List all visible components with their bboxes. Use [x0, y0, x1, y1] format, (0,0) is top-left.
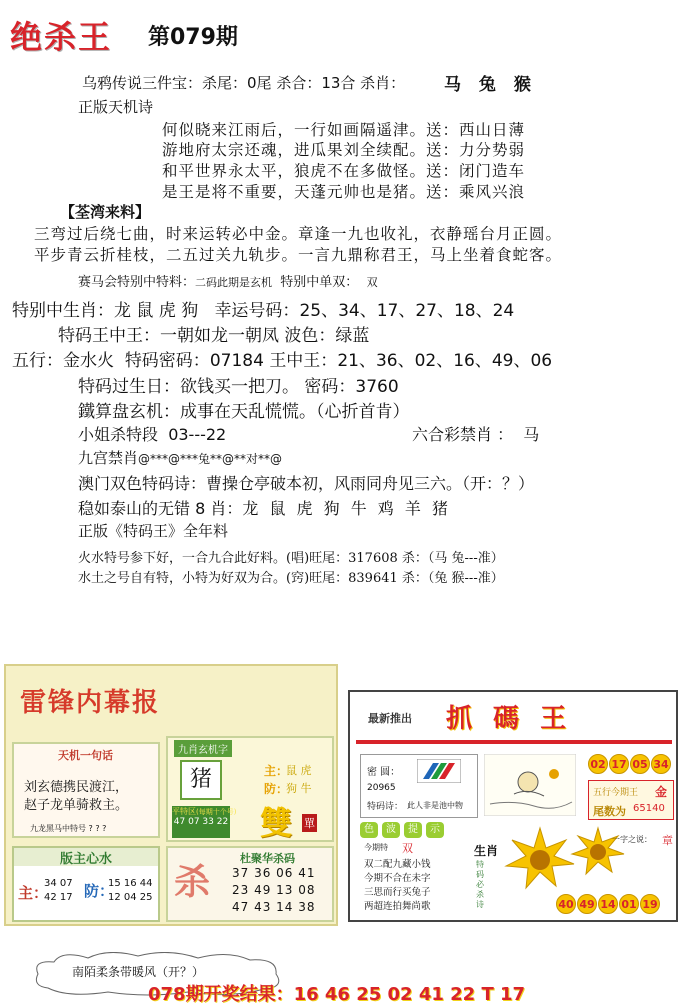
jinqi-label: 今期特 [364, 843, 388, 852]
tiesuan-label: 鐵算盘玄机： [78, 402, 180, 422]
wave-label: 波色： [284, 326, 336, 346]
number-ball: 05 [630, 754, 650, 774]
sx-sub: 特码必杀诗 [476, 860, 484, 909]
seal-char: 示 [426, 822, 444, 838]
pingte-sub: (每期十个号) [196, 808, 237, 816]
banzhu-zhu-nums: 34 07 [44, 878, 73, 889]
number-ball: 01 [619, 894, 639, 914]
tianji-note: 九龙黑马中特号 ? ? ? [30, 824, 107, 833]
poem-line: 和平世界永太平，狼虎不在多做怪。送：闭门造车 [162, 162, 526, 180]
mima-value: 20965 [367, 783, 396, 793]
logo-icon [417, 759, 461, 783]
xiaojie-row [78, 422, 226, 445]
macau-poem: 澳门双色特码诗：曹操仓亭破本初，风雨同舟见三六。（开：？） [78, 474, 535, 493]
saima-value2: 双 [366, 276, 378, 289]
seal-row [360, 822, 496, 838]
code-value: 07184 [209, 351, 264, 371]
saima-label: 赛马会特别中特料： [78, 275, 196, 290]
tianji-line: 赵子龙单骑救主。 [24, 798, 129, 813]
xiaojie-label: 小姐杀特段 [78, 425, 159, 444]
fire-water-line: 火水特号参下好，一合九合此好料。(唱)旺尾：317608 杀：（马 兔---准） [78, 551, 504, 566]
tebie-label: 特别中生肖： [12, 301, 114, 321]
poem-title: 正版天机诗 [78, 98, 154, 116]
wen-ru-row [78, 496, 451, 519]
crow-zodiac: 马 兔 猴 [444, 75, 537, 95]
fang-value: 狗 牛 [286, 782, 312, 795]
zhuamawang-panel [348, 690, 678, 922]
zm-title: 抓 碼 王 [446, 704, 573, 734]
wzw-value: 21、36、02、16、49、06 [337, 351, 553, 371]
jiugong-label: 九宫禁肖 [78, 449, 139, 467]
poem-line: 游地府太宗还魂，进瓜果刘全续配。送：力分势弱 [162, 141, 526, 159]
lucky-label: 幸运号码： [214, 301, 300, 321]
zhu-value: 鼠 虎 [286, 764, 312, 777]
banzhu-fang-nums: 12 04 25 [108, 892, 153, 903]
dan-char: 單 [302, 814, 317, 832]
zodiac-box: 猪 [180, 760, 222, 800]
banzhu-title: 版主心水 [14, 848, 158, 866]
tiesuan-row [78, 397, 410, 422]
pwd-value: 3760 [355, 377, 399, 397]
quan-wan-tag: 【荃湾来料】 [60, 203, 151, 221]
tianji-title: 天机一句话 [58, 749, 113, 762]
tema-wang-value: 一朝如龙一朝凤 [160, 326, 279, 346]
tema-wang-label: 特码王中王： [58, 326, 160, 346]
tebie-zodiac-row [12, 296, 514, 321]
zm-divider [356, 740, 672, 744]
cloud-text: 南陌柔条带暖风（开？） [72, 965, 205, 979]
zm-badge: 最新推出 [368, 712, 412, 725]
tebie-value: 龙 鼠 虎 狗 [114, 301, 199, 321]
saima-text: 二码此期是玄机 [195, 276, 273, 289]
number-ball: 14 [598, 894, 618, 914]
issue-number: 第079期 [148, 25, 238, 50]
seal-char: 提 [404, 822, 422, 838]
zm-info-box [360, 754, 478, 818]
sha-char: 杀 [174, 861, 211, 903]
temi-label: 特码诗： [367, 802, 404, 812]
saima-row [78, 271, 378, 290]
jinqi-value: 双 [402, 842, 413, 855]
liuhe-row [412, 422, 539, 445]
banzhu-zhu-nums: 42 17 [44, 892, 73, 903]
wuxing-value: 金水火 [63, 351, 114, 371]
number-ball: 49 [577, 894, 597, 914]
dou-box [166, 846, 334, 922]
animal-sketch-icon [484, 754, 576, 816]
pwd-label: 密码： [304, 377, 356, 397]
temi-value: 此人非是池中物 [407, 801, 463, 810]
wen-ru-label: 稳如泰山的无错 8 肖： [78, 499, 243, 518]
banzhu-fang-nums: 15 16 44 [108, 878, 153, 889]
code-label: 特码密码： [124, 351, 210, 371]
crow-legend: 乌鸦传说三件宝：杀尾：0尾 杀合：13合 杀肖： [82, 74, 406, 92]
birthday-label: 特码过生日： [78, 377, 180, 397]
jinqi-line: 三思而行买兔子 [364, 887, 431, 898]
tiesuan-value: 成事在天乱慌慌。（心折首肯） [180, 402, 410, 422]
tema-wang-row [58, 321, 369, 346]
wuxing-row [12, 346, 552, 371]
leifeng-panel [4, 664, 338, 926]
weishu-label: 尾数为 [593, 805, 626, 818]
wuxing-box-value: 金 [655, 785, 668, 799]
mid-box [166, 736, 334, 842]
number-ball: 17 [609, 754, 629, 774]
number-ball: 19 [640, 894, 660, 914]
liuhe-label: 六合彩禁肖 ： [412, 425, 514, 444]
liuhe-value: 马 [523, 425, 540, 444]
banzhu-zhu-label: 主： [18, 884, 49, 902]
mid-title: 九肖玄机字 [174, 740, 232, 757]
site-logo: 绝杀王 [10, 18, 113, 56]
quan-wan-line: 平步青云折桂枝，二五过关九轨步。一言九鼎称君王，马上坐着食蛇客。 [34, 246, 563, 264]
poem-line: 是王是将不重要，天蓬元帅也是猪。送：乘风兴浪 [162, 183, 526, 201]
zm-header [350, 692, 676, 742]
dou-title: 杜聚华杀码 [240, 852, 295, 865]
wave-value: 绿蓝 [335, 326, 370, 346]
banzhu-box [12, 846, 160, 922]
leifeng-title: 雷锋内幕报 [20, 688, 161, 718]
sx-label: 生肖 [474, 844, 499, 858]
tianji-line: 刘玄德携民渡江， [24, 780, 129, 795]
tema-wang-full: 正版《特码王》全年料 [78, 522, 229, 540]
draw-result: 078期开奖结果：16 46 25 02 41 22 T 17 [148, 984, 526, 1005]
water-earth-line: 水土之号自有特，小特为好双为合。(窍)旺尾：839641 杀：（兔 猴---准） [78, 571, 504, 586]
wen-ru-value: 龙 鼠 虎 狗 牛 鸡 羊 猪 [242, 499, 451, 518]
dou-row: 37 36 06 41 [232, 866, 316, 880]
jinqi-line: 双二配九藏小钱 [364, 859, 431, 870]
wuxing-box [588, 780, 674, 820]
zhu-label: 主： [264, 764, 289, 778]
tema-birthday-row [78, 372, 399, 397]
pingte-box [172, 806, 237, 838]
number-ball: 34 [651, 754, 671, 774]
wzw-label: 王中王： [269, 351, 338, 371]
jiugong-value: @***@***兔**@**对**@ [138, 452, 283, 466]
yizi-label: 一字之说： [612, 835, 652, 844]
jinqi-line: 今期不合在未字 [364, 873, 431, 884]
pingte-nums: 47 07 33 22 [173, 817, 229, 827]
seal-char: 色 [360, 822, 378, 838]
quan-wan-line: 三弯过后绕七曲，时来运转必中金。章逢一九也收礼，衣静瑶台月正圆。 [34, 225, 563, 243]
dou-row: 23 49 13 08 [232, 883, 316, 897]
wuxing-box-label: 五行今期王 [593, 788, 639, 798]
jiugong-row [78, 447, 282, 468]
yizi-value: 章 [662, 834, 673, 847]
seal-char: 波 [382, 822, 400, 838]
shuang-char: 雙 [260, 804, 293, 842]
wuxing-label: 五行： [12, 351, 63, 371]
number-ball: 40 [556, 894, 576, 914]
saima-label2: 特别中单双： [280, 275, 359, 290]
banzhu-fang-label: 防： [84, 882, 115, 900]
dou-row: 47 43 14 38 [232, 900, 316, 914]
mima-label: 密 圆： [367, 767, 401, 778]
pingte-label: 平特区 [172, 807, 196, 816]
xiaojie-value: 03---22 [168, 425, 227, 444]
birthday-value: 欲钱买一把刀。 [180, 377, 299, 397]
number-ball: 02 [588, 754, 608, 774]
lucky-numbers: 25、34、17、27、18、24 [299, 301, 515, 321]
jinqi-line: 两超连拍舞尚歌 [364, 901, 431, 912]
fang-label: 防： [264, 782, 289, 796]
poem-line: 何似晓来江雨后，一行如画隔遥津。送：西山日薄 [162, 121, 526, 139]
tianji-box [12, 742, 160, 838]
weishu-value: 65140 [633, 803, 665, 814]
